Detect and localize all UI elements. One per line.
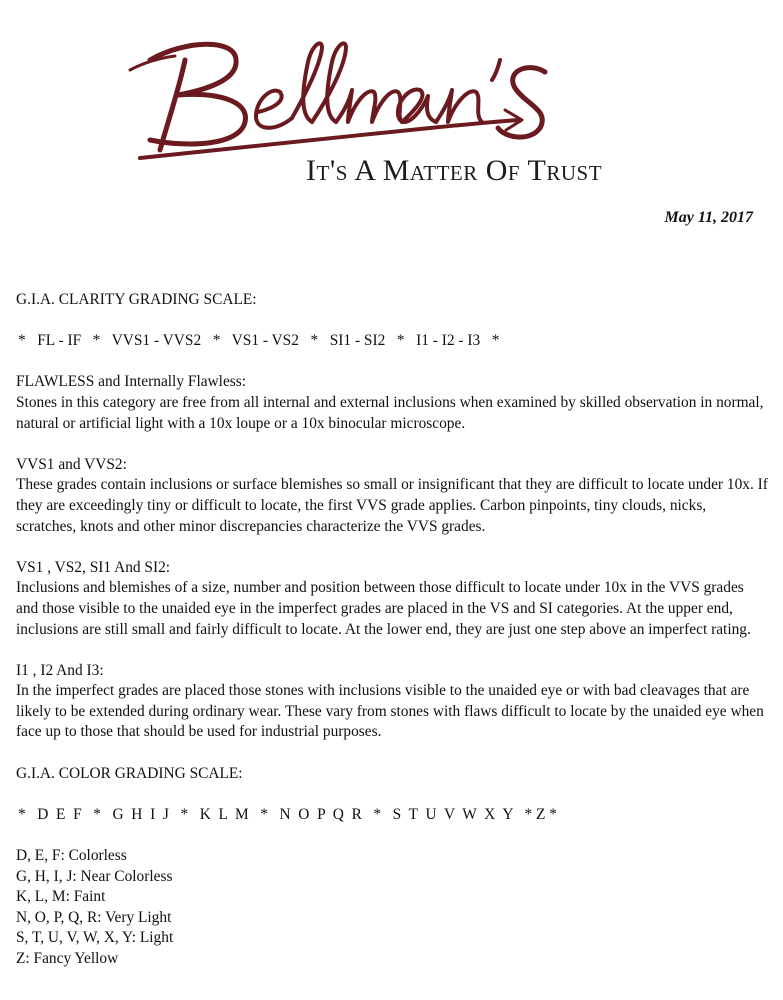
tagline: It's A Matter Of Trust	[306, 154, 603, 187]
color-scale: * D E F * G H I J * K L M * N O P Q R * S T U V W X Y * Z *	[18, 805, 557, 823]
section-heading: VS1 , VS2, SI1 And SI2:	[16, 558, 171, 576]
color-grade-item: D, E, F: Colorless	[16, 847, 127, 865]
document-date: May 11, 2017	[664, 209, 753, 226]
section-body: These grades contain inclusions or surface blemishes so small or insignificant that they are difficult to locate under 10x. If they are exceedingly tiny or difficult to locate, the first VVS grade applies. Carbon pinpoints, tiny clouds, nicks, scratches, knots and other minor discrepancies characterize the VVS grades.	[16, 476, 768, 535]
document-body	[16, 290, 768, 970]
clarity-scale: * FL - IF * VVS1 - VVS2 * VS1 - VS2 * SI1 - SI2 * I1 - I2 - I3 *	[18, 332, 500, 350]
color-grade-item: N, O, P, Q, R: Very Light	[16, 908, 172, 926]
clarity-scale-title: G.I.A. CLARITY GRADING SCALE:	[16, 291, 257, 308]
section-heading: VVS1 and VVS2:	[16, 455, 127, 473]
color-grade-item: G, H, I, J: Near Colorless	[16, 867, 173, 885]
section-heading: FLAWLESS and Internally Flawless:	[16, 373, 247, 391]
section-body: Stones in this category are free from all internal and external inclusions when examined by skilled observation in normal, natural or artificial light with a 10x loupe or a 10x binocular microscope.	[16, 393, 764, 432]
color-scale-title: G.I.A. COLOR GRADING SCALE:	[16, 764, 243, 782]
color-grade-item: K, L, M: Faint	[16, 888, 106, 906]
color-grade-item: S, T, U, V, W, X, Y: Light	[16, 929, 174, 947]
section-body: In the imperfect grades are placed those stones with inclusions visible to the unaided eye or with bad cleavages that are likely to be extended during ordinary wear. These vary from stones with flaws difficult to locate by the unaided eye when face up to those that should be used for industrial purposes.	[16, 682, 764, 741]
section-body: Inclusions and blemishes of a size, number and position between those difficult to locate under 10x in the VVS grades and those visible to the unaided eye in the imperfect grades are placed in the VS and SI categories. At the upper end, inclusions are still small and fairly difficult to locate. At the lower end, they are just one step above an imperfect rating.	[16, 579, 751, 638]
color-grade-item: Z: Fancy Yellow	[16, 950, 119, 967]
section-heading: I1 , I2 And I3:	[16, 661, 104, 679]
